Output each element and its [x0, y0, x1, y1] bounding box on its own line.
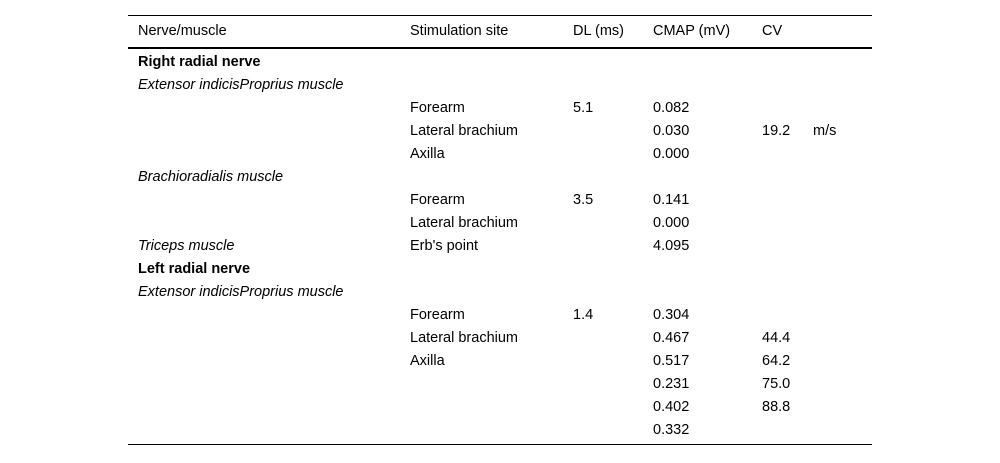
- muscle-row: [128, 235, 872, 258]
- cell-nerve-muscle: Right radial nerve: [138, 53, 261, 70]
- table-row: [128, 396, 872, 419]
- cell-cv: 75.0: [762, 375, 791, 392]
- cell-cmap: 0.030: [653, 122, 690, 139]
- table-row: [128, 373, 872, 396]
- table-row: [128, 120, 872, 143]
- nerve-group-row: [128, 258, 872, 281]
- cell-stimulation-site: Lateral brachium: [410, 329, 518, 346]
- cell-nerve-muscle: Triceps muscle: [138, 237, 235, 254]
- cell-cmap: 4.095: [653, 237, 690, 254]
- cell-stimulation-site: Forearm: [410, 191, 465, 208]
- header-stimulation-site: Stimulation site: [410, 23, 509, 39]
- cell-cv-unit: m/s: [813, 122, 837, 139]
- nerve-conduction-table: [128, 15, 872, 445]
- cell-cmap: 0.231: [653, 375, 690, 392]
- table-row: [128, 143, 872, 166]
- table-row: [128, 419, 872, 442]
- cell-cmap: 0.000: [653, 145, 690, 162]
- cell-stimulation-site: Axilla: [410, 145, 445, 162]
- muscle-row: [128, 281, 872, 304]
- cell-stimulation-site: Lateral brachium: [410, 122, 518, 139]
- cell-cv: 64.2: [762, 352, 791, 369]
- cell-cmap: 0.402: [653, 398, 690, 415]
- cell-cmap: 0.000: [653, 214, 690, 231]
- header-row: [128, 16, 872, 47]
- cell-cmap: 0.304: [653, 306, 690, 323]
- header-nerve-muscle: Nerve/muscle: [138, 23, 227, 39]
- cell-nerve-muscle: Brachioradialis muscle: [138, 168, 284, 185]
- cell-nerve-muscle: Extensor indicisProprius muscle: [138, 76, 344, 93]
- cell-stimulation-site: Erb's point: [410, 237, 479, 254]
- cell-stimulation-site: Forearm: [410, 99, 465, 116]
- table-body: [128, 49, 872, 444]
- muscle-row: [128, 166, 872, 189]
- bottom-rule: [128, 444, 872, 445]
- cell-stimulation-site: Lateral brachium: [410, 214, 518, 231]
- cell-dl: 1.4: [573, 306, 594, 323]
- cell-cmap: 0.141: [653, 191, 690, 208]
- muscle-row: [128, 74, 872, 97]
- cell-cv: 19.2: [762, 122, 791, 139]
- table-row: [128, 189, 872, 212]
- cell-cmap: 0.467: [653, 329, 690, 346]
- header-dl: DL (ms): [573, 23, 625, 39]
- cell-cv: 88.8: [762, 398, 791, 415]
- header-cv: CV: [762, 23, 783, 39]
- table-row: [128, 304, 872, 327]
- cell-nerve-muscle: Extensor indicisProprius muscle: [138, 283, 344, 300]
- table-row: [128, 212, 872, 235]
- table-row: [128, 327, 872, 350]
- table-row: [128, 97, 872, 120]
- cell-stimulation-site: Forearm: [410, 306, 465, 323]
- table-row: [128, 350, 872, 373]
- cell-dl: 3.5: [573, 191, 594, 208]
- header-cmap: CMAP (mV): [653, 23, 731, 39]
- cell-cmap: 0.082: [653, 99, 690, 116]
- cell-stimulation-site: Axilla: [410, 352, 445, 369]
- cell-cmap: 0.517: [653, 352, 690, 369]
- cell-nerve-muscle: Left radial nerve: [138, 260, 251, 277]
- cell-cv: 44.4: [762, 329, 791, 346]
- nerve-group-row: [128, 51, 872, 74]
- cell-cmap: 0.332: [653, 421, 690, 438]
- cell-dl: 5.1: [573, 99, 594, 116]
